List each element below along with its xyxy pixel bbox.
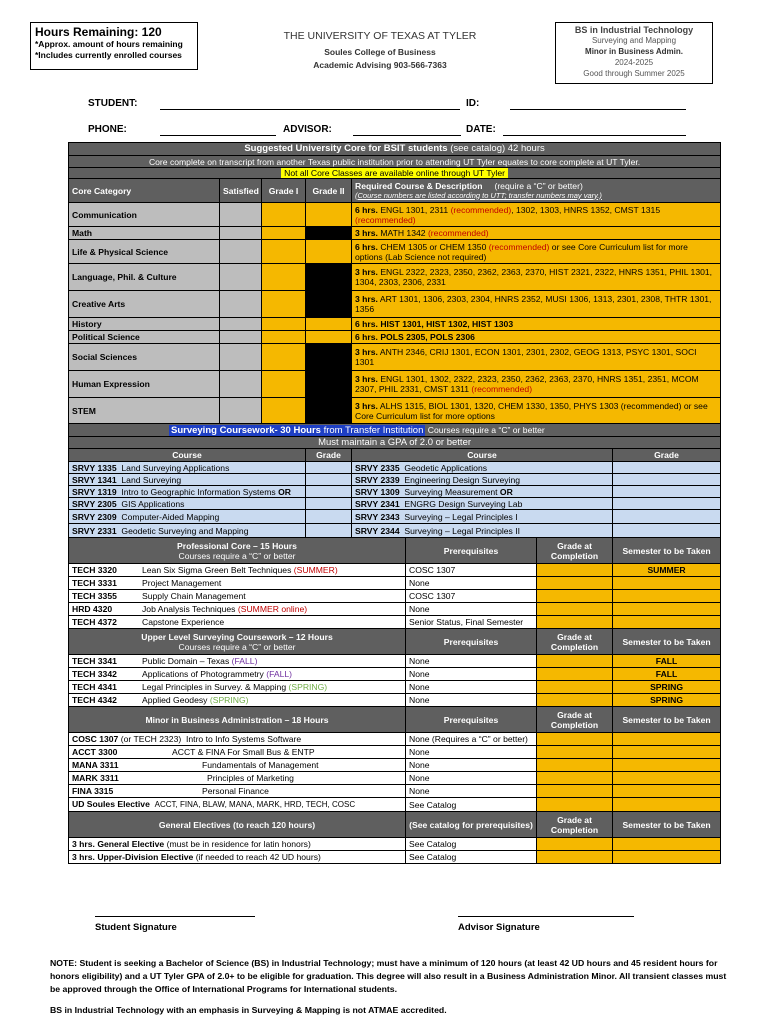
semester-cell[interactable] bbox=[613, 759, 721, 772]
core-col-required bbox=[352, 179, 721, 203]
upper-row bbox=[69, 694, 721, 707]
grade2-cell-disabled bbox=[306, 344, 352, 371]
grade-cell[interactable] bbox=[306, 474, 352, 486]
course-code: COSC 1307 bbox=[72, 734, 119, 744]
core-required-text: 3 hrs. ANTH 2346, CRIJ 1301, ECON 1301, 2301, 2302, GEOG 1313, PSYC 1301, SOCI 1301 bbox=[352, 344, 721, 371]
upper-row bbox=[69, 655, 721, 668]
advisor-label: ADVISOR: bbox=[283, 124, 332, 135]
course-code: TECH 4341 bbox=[72, 682, 117, 692]
minor-row bbox=[69, 798, 721, 812]
prereq: None bbox=[406, 681, 537, 694]
professional-row bbox=[69, 564, 721, 577]
core-title: Suggested University Core for BSIT students bbox=[244, 143, 448, 154]
grade-cell[interactable] bbox=[306, 486, 352, 498]
core-row bbox=[69, 291, 721, 318]
grade-cell[interactable] bbox=[537, 564, 613, 577]
course-term: (SUMMER) bbox=[293, 565, 338, 575]
upper-req: Courses require a “C” or better bbox=[178, 641, 296, 652]
prereq: COSC 1307 bbox=[406, 590, 537, 603]
course-term: (FALL) bbox=[231, 656, 258, 666]
core-category: Human Expression bbox=[69, 371, 220, 398]
core-required-text: 3 hrs. ART 1301, 1306, 2303, 2304, HNRS 2352, MUSI 1306, 1313, 2301, 2308, THTR 1301, 1356 bbox=[352, 291, 721, 318]
university-name: THE UNIVERSITY OF TEXAS AT TYLER bbox=[283, 30, 477, 42]
satisfied-cell[interactable] bbox=[220, 203, 262, 227]
upper-col-sem: Semester to be Taken bbox=[613, 629, 721, 655]
upper-header bbox=[69, 629, 406, 655]
minor-row bbox=[69, 733, 721, 746]
core-col-required-sub: (Course numbers are listed according to UTT; transfer numbers may vary.) bbox=[355, 190, 602, 200]
grade1-cell[interactable] bbox=[262, 203, 306, 227]
satisfied-cell[interactable] bbox=[220, 227, 262, 240]
course-name: Personal Finance bbox=[202, 786, 269, 796]
grade2-cell[interactable] bbox=[306, 240, 352, 264]
program-valid-through: Good through Summer 2025 bbox=[583, 69, 685, 78]
course-name: ENGRG Design Surveying Lab bbox=[404, 498, 523, 509]
core-category: Creative Arts bbox=[69, 291, 220, 318]
semester-cell[interactable]: FALL bbox=[613, 655, 721, 668]
core-row bbox=[69, 240, 721, 264]
core-required-text: 6 hrs. HIST 1301, HIST 1302, HIST 1303 bbox=[352, 318, 721, 331]
id-label: ID: bbox=[466, 98, 480, 109]
satisfied-cell[interactable] bbox=[220, 291, 262, 318]
course-code: SRVY 1319 bbox=[72, 486, 117, 497]
grade-cell[interactable] bbox=[537, 616, 613, 629]
minor-row bbox=[69, 759, 721, 772]
graduation-note: NOTE: Student is seeking a Bachelor of Science (BS) in Industrial Technology; must have a minimum of 120 hours (at least 42 UD hours and 45 resident hours for honors eligibility) and a UT Tyler GPA of 2.0+ to be eligible for graduation. This degree will also result in a Business Administration Minor. All transient classes must be approved through the Office of International Programs for International students. bbox=[50, 958, 727, 994]
course-name: Public Domain – Texas bbox=[142, 656, 230, 666]
accreditation-note: BS in Industrial Technology with an emphasis in Surveying & Mapping is not ATMAE accredited. bbox=[50, 1005, 447, 1015]
course-name: Geodetic Applications bbox=[404, 462, 488, 473]
semester-cell[interactable] bbox=[613, 590, 721, 603]
grade-cell[interactable] bbox=[537, 681, 613, 694]
grade-cell[interactable] bbox=[537, 603, 613, 616]
core-online-note-cell bbox=[69, 168, 721, 179]
surveying-req: Courses require a “C” or better bbox=[427, 424, 545, 435]
electives-col-prereq: (See catalog for prerequisites) bbox=[406, 812, 537, 838]
grade-cell[interactable] bbox=[306, 524, 352, 538]
prereq: None bbox=[406, 603, 537, 616]
grade-cell[interactable] bbox=[537, 668, 613, 681]
course-code: SRVY 2309 bbox=[72, 511, 117, 522]
satisfied-cell[interactable] bbox=[220, 240, 262, 264]
core-row bbox=[69, 318, 721, 331]
course-name: Land Surveying bbox=[121, 474, 182, 485]
semester-cell[interactable] bbox=[613, 616, 721, 629]
core-category: History bbox=[69, 318, 220, 331]
course-code: SRVY 2339 bbox=[355, 474, 400, 485]
grade1-cell[interactable] bbox=[262, 331, 306, 344]
course-name: Computer-Aided Mapping bbox=[121, 511, 220, 522]
core-col-required-note: (require a “C” or better) bbox=[494, 180, 583, 191]
date-label: DATE: bbox=[466, 124, 496, 135]
upper-col-grade: Grade at Completion bbox=[537, 629, 613, 655]
course-code: TECH 4372 bbox=[72, 617, 117, 627]
advisor-signature-line[interactable] bbox=[458, 916, 634, 917]
surveying-gpa: Must maintain a GPA of 2.0 or better bbox=[69, 437, 721, 449]
course-code: TECH 3341 bbox=[72, 656, 117, 666]
course-code: SRVY 1341 bbox=[72, 474, 117, 485]
grade-cell[interactable] bbox=[537, 838, 613, 851]
surveying-title-cell bbox=[69, 424, 721, 437]
semester-cell[interactable]: SPRING bbox=[613, 681, 721, 694]
grade-cell[interactable] bbox=[613, 486, 721, 498]
semester-cell[interactable] bbox=[613, 603, 721, 616]
advisor-field[interactable] bbox=[353, 135, 461, 136]
semester-cell[interactable]: SUMMER bbox=[613, 564, 721, 577]
college-name: Soules College of Business bbox=[324, 47, 436, 57]
minor-title: Minor in Business Administration – 18 Hours bbox=[69, 707, 406, 733]
hours-note-approx: *Approx. amount of hours remaining bbox=[35, 39, 183, 49]
semester-cell[interactable] bbox=[613, 733, 721, 746]
satisfied-cell[interactable] bbox=[220, 371, 262, 398]
id-field[interactable] bbox=[510, 109, 686, 110]
surveying-row bbox=[69, 510, 721, 524]
course-name: ACCT, FINA, BLAW, MANA, MARK, HRD, TECH, COSC bbox=[154, 800, 356, 809]
upper-row bbox=[69, 681, 721, 694]
prereq: Senior Status, Final Semester bbox=[406, 616, 537, 629]
semester-cell[interactable]: FALL bbox=[613, 668, 721, 681]
course-name: Intro to Info Systems Software bbox=[186, 734, 302, 744]
core-category: Social Sciences bbox=[69, 344, 220, 371]
core-row bbox=[69, 398, 721, 424]
semester-cell[interactable] bbox=[613, 838, 721, 851]
student-signature-label: Student Signature bbox=[95, 922, 177, 933]
satisfied-cell[interactable] bbox=[220, 264, 262, 291]
grade2-cell-disabled bbox=[306, 227, 352, 240]
grade1-cell[interactable] bbox=[262, 371, 306, 398]
grade-cell[interactable] bbox=[537, 851, 613, 864]
grade-cell[interactable] bbox=[537, 694, 613, 707]
prereq: None bbox=[406, 785, 537, 798]
professional-req: Courses require a “C” or better bbox=[178, 550, 296, 561]
professional-col-sem: Semester to be Taken bbox=[613, 538, 721, 564]
surveying-row bbox=[69, 486, 721, 498]
surveying-row bbox=[69, 498, 721, 510]
grade2-cell[interactable] bbox=[306, 203, 352, 227]
prereq: None bbox=[406, 655, 537, 668]
grade-cell[interactable] bbox=[537, 759, 613, 772]
course-name: Capstone Experience bbox=[142, 617, 225, 627]
professional-row bbox=[69, 603, 721, 616]
prereq: None bbox=[406, 772, 537, 785]
program-emphasis: Surveying and Mapping bbox=[591, 36, 677, 45]
core-required-text: 6 hrs. ENGL 1301, 2311 (recommended), 1302, 1303, HNRS 1352, CMST 1315 (recommended) bbox=[352, 203, 721, 227]
surveying-col-grade-right: Grade bbox=[613, 449, 721, 462]
grade2-cell-disabled bbox=[306, 371, 352, 398]
course-code: TECH 3320 bbox=[72, 565, 117, 575]
elective-label: 3 hrs. General Elective bbox=[72, 839, 165, 849]
minor-col-sem: Semester to be Taken bbox=[613, 707, 721, 733]
prereq: None bbox=[406, 577, 537, 590]
grade1-cell[interactable] bbox=[262, 227, 306, 240]
course-name: Lean Six Sigma Green Belt Techniques bbox=[142, 565, 292, 575]
surveying-row bbox=[69, 462, 721, 474]
grade-cell[interactable] bbox=[537, 733, 613, 746]
prereq: See Catalog bbox=[406, 851, 537, 864]
core-row bbox=[69, 227, 721, 240]
core-col-grade1: Grade I bbox=[262, 179, 306, 203]
course-code: ACCT 3300 bbox=[72, 747, 118, 757]
professional-col-grade: Grade at Completion bbox=[537, 538, 613, 564]
grade1-cell[interactable] bbox=[262, 240, 306, 264]
professional-header bbox=[69, 538, 406, 564]
prereq: None bbox=[406, 694, 537, 707]
degree-plan-table bbox=[68, 142, 721, 864]
course-term: (SPRING) bbox=[288, 682, 328, 692]
course-name: Land Surveying Applications bbox=[121, 462, 230, 473]
core-col-grade2: Grade II bbox=[306, 179, 352, 203]
grade-cell[interactable] bbox=[306, 462, 352, 474]
core-title-catalog: (see catalog) 42 hours bbox=[450, 143, 545, 154]
minor-row bbox=[69, 785, 721, 798]
course-code: MANA 3311 bbox=[72, 760, 119, 770]
student-label: STUDENT: bbox=[88, 98, 138, 109]
electives-title: General Electives (to reach 120 hours) bbox=[69, 812, 406, 838]
core-category: Language, Phil. & Culture bbox=[69, 264, 220, 291]
course-term: (SPRING) bbox=[209, 695, 249, 705]
core-title-cell bbox=[69, 143, 721, 156]
core-category: Life & Physical Science bbox=[69, 240, 220, 264]
course-name: Applied Geodesy bbox=[142, 695, 208, 705]
grade-cell[interactable] bbox=[306, 498, 352, 510]
course-code: FINA 3315 bbox=[72, 786, 114, 796]
hours-note-enrolled: *Includes currently enrolled courses bbox=[35, 50, 182, 60]
professional-title: Professional Core – 15 Hours bbox=[177, 540, 297, 551]
grade1-cell[interactable] bbox=[262, 264, 306, 291]
grade-cell[interactable] bbox=[537, 772, 613, 785]
student-signature-line[interactable] bbox=[95, 916, 255, 917]
course-code: HRD 4320 bbox=[72, 604, 113, 614]
grade1-cell[interactable] bbox=[262, 398, 306, 424]
course-name: Geodetic Surveying and Mapping bbox=[121, 525, 249, 536]
advising-contact: Academic Advising 903-566-7363 bbox=[313, 60, 447, 70]
course-name: Project Management bbox=[142, 578, 222, 588]
course-name: Fundamentals of Management bbox=[202, 760, 319, 770]
core-required-text: 3 hrs. MATH 1342 (recommended) bbox=[352, 227, 721, 240]
elective-note: (if needed to reach 42 UD hours) bbox=[193, 852, 321, 862]
core-category: Math bbox=[69, 227, 220, 240]
hours-remaining-box bbox=[30, 22, 198, 70]
core-category: Political Science bbox=[69, 331, 220, 344]
surveying-col-course-left: Course bbox=[69, 449, 306, 462]
grade2-cell[interactable] bbox=[306, 318, 352, 331]
course-name: Engineering Design Surveying bbox=[404, 474, 520, 485]
core-row bbox=[69, 371, 721, 398]
satisfied-cell[interactable] bbox=[220, 344, 262, 371]
course-name: Principles of Marketing bbox=[207, 773, 294, 783]
grade2-cell[interactable] bbox=[306, 331, 352, 344]
core-required-text: 3 hrs. ENGL 1301, 1302, 2322, 2323, 2350, 2362, 2363, 2370, HNRS 1351, 2351, MCOM 2307, PHIL 2331, CMST 1311 (recommended) bbox=[352, 371, 721, 398]
course-code: MARK 3311 bbox=[72, 773, 119, 783]
elective-note: (must be in residence for latin honors) bbox=[164, 839, 311, 849]
grade-cell[interactable] bbox=[537, 785, 613, 798]
grade-cell[interactable] bbox=[613, 462, 721, 474]
course-name: Supply Chain Management bbox=[142, 591, 246, 601]
minor-col-prereq: Prerequisites bbox=[406, 707, 537, 733]
course-name: Surveying Measurement OR bbox=[404, 486, 513, 497]
course-term: (SUMMER online) bbox=[237, 604, 308, 614]
course-code: SRVY 2343 bbox=[355, 511, 400, 522]
course-code: SRVY 1309 bbox=[355, 486, 400, 497]
grade-cell[interactable] bbox=[537, 655, 613, 668]
surveying-row bbox=[69, 524, 721, 538]
course-code: TECH 3331 bbox=[72, 578, 117, 588]
satisfied-cell[interactable] bbox=[220, 331, 262, 344]
grade1-cell[interactable] bbox=[262, 291, 306, 318]
core-category: Communication bbox=[69, 203, 220, 227]
grade-cell[interactable] bbox=[537, 746, 613, 759]
professional-col-prereq: Prerequisites bbox=[406, 538, 537, 564]
course-code: TECH 4342 bbox=[72, 695, 117, 705]
surveying-col-course-right: Course bbox=[352, 449, 613, 462]
semester-cell[interactable] bbox=[613, 798, 721, 812]
upper-col-prereq: Prerequisites bbox=[406, 629, 537, 655]
core-col-category: Core Category bbox=[69, 179, 220, 203]
grade-cell[interactable] bbox=[537, 590, 613, 603]
semester-cell[interactable]: SPRING bbox=[613, 694, 721, 707]
core-col-satisfied: Satisfied bbox=[220, 179, 262, 203]
prereq: None (Requires a “C” or better) bbox=[406, 733, 537, 746]
prereq: COSC 1307 bbox=[406, 564, 537, 577]
grade1-cell[interactable] bbox=[262, 318, 306, 331]
course-code: SRVY 1335 bbox=[72, 462, 117, 473]
course-name: Legal Principles in Survey. & Mapping bbox=[142, 682, 287, 692]
course-name: Surveying – Legal Principles I bbox=[404, 511, 518, 522]
course-code: TECH 3342 bbox=[72, 669, 117, 679]
university-header bbox=[265, 30, 495, 72]
date-field[interactable] bbox=[503, 135, 686, 136]
course-code: UD Soules Elective bbox=[72, 799, 150, 809]
course-code: SRVY 2344 bbox=[355, 525, 400, 536]
grade2-cell-disabled bbox=[306, 264, 352, 291]
grade2-cell-disabled bbox=[306, 398, 352, 424]
program-minor: Minor in Business Admin. bbox=[585, 47, 683, 56]
grade-cell[interactable] bbox=[613, 474, 721, 486]
upper-title: Upper Level Surveying Coursework – 12 Hours bbox=[141, 631, 333, 642]
professional-row bbox=[69, 590, 721, 603]
student-field[interactable] bbox=[160, 109, 460, 110]
prereq: See Catalog bbox=[406, 798, 537, 812]
prereq: None bbox=[406, 746, 537, 759]
course-name: Surveying – Legal Principles II bbox=[404, 525, 520, 536]
core-row bbox=[69, 264, 721, 291]
grade-cell[interactable] bbox=[537, 798, 613, 812]
grade2-cell-disabled bbox=[306, 291, 352, 318]
course-code: SRVY 2331 bbox=[72, 525, 117, 536]
core-required-text: 3 hrs. ENGL 2322, 2323, 2350, 2362, 2363, 2370, HIST 2321, 2322, HNRS 1351, PHIL 1301, 1304, 2303, 2306, 2331 bbox=[352, 264, 721, 291]
course-alt: (or TECH 2323) bbox=[118, 734, 182, 744]
phone-field[interactable] bbox=[160, 135, 276, 136]
core-required-text: 3 hrs. ALHS 1315, BIOL 1301, 1320, CHEM 1330, 1350, PHYS 1303 (recommended) or see Core Curriculum list for more options bbox=[352, 398, 721, 424]
core-category: STEM bbox=[69, 398, 220, 424]
electives-col-sem: Semester to be Taken bbox=[613, 812, 721, 838]
phone-label: PHONE: bbox=[88, 124, 127, 135]
course-term: (FALL) bbox=[266, 669, 292, 679]
hours-remaining-title: Hours Remaining: 120 bbox=[35, 25, 162, 39]
professional-row bbox=[69, 577, 721, 590]
core-required-text: 6 hrs. POLS 2305, POLS 2306 bbox=[352, 331, 721, 344]
minor-col-grade: Grade at Completion bbox=[537, 707, 613, 733]
electives-col-grade: Grade at Completion bbox=[537, 812, 613, 838]
course-name: ACCT & FINA For Small Bus & ENTP bbox=[172, 747, 315, 757]
course-name: GIS Applications bbox=[121, 498, 185, 509]
semester-cell[interactable] bbox=[613, 785, 721, 798]
core-online-note: Not all Core Classes are available online through UT Tyler bbox=[281, 168, 508, 178]
grade-cell[interactable] bbox=[306, 510, 352, 524]
surveying-row bbox=[69, 474, 721, 486]
grade-cell[interactable] bbox=[613, 524, 721, 538]
prereq: See Catalog bbox=[406, 838, 537, 851]
prereq: None bbox=[406, 668, 537, 681]
core-row bbox=[69, 344, 721, 371]
grade-cell[interactable] bbox=[613, 498, 721, 510]
advisor-signature-label: Advisor Signature bbox=[458, 922, 540, 933]
elective-row bbox=[69, 851, 721, 864]
course-code: SRVY 2341 bbox=[355, 498, 400, 509]
minor-row bbox=[69, 746, 721, 759]
core-row bbox=[69, 203, 721, 227]
satisfied-cell[interactable] bbox=[220, 318, 262, 331]
surveying-title: Surveying Coursework- 30 Hours from Transfer Institution bbox=[171, 424, 424, 436]
semester-cell[interactable] bbox=[613, 577, 721, 590]
grade-cell[interactable] bbox=[537, 577, 613, 590]
core-transfer-note: Core complete on transcript from another Texas public institution prior to attending UT Tyler equates to core complete at UT Tyler. bbox=[69, 156, 721, 168]
course-code: TECH 3355 bbox=[72, 591, 117, 601]
minor-row bbox=[69, 772, 721, 785]
surveying-col-grade-left: Grade bbox=[306, 449, 352, 462]
satisfied-cell[interactable] bbox=[220, 398, 262, 424]
prereq: None bbox=[406, 759, 537, 772]
core-required-text: 6 hrs. CHEM 1305 or CHEM 1350 (recommended) or see Core Curriculum list for more options (Lab Science not required) bbox=[352, 240, 721, 264]
course-code: SRVY 2335 bbox=[355, 462, 400, 473]
course-code: SRVY 2305 bbox=[72, 498, 117, 509]
course-name: Job Analysis Techniques bbox=[142, 604, 236, 614]
program-box bbox=[555, 22, 713, 84]
elective-label: 3 hrs. Upper-Division Elective bbox=[72, 852, 194, 862]
semester-cell[interactable] bbox=[613, 772, 721, 785]
grade1-cell[interactable] bbox=[262, 344, 306, 371]
program-year: 2024-2025 bbox=[614, 58, 654, 67]
program-title: BS in Industrial Technology bbox=[574, 25, 694, 35]
professional-row bbox=[69, 616, 721, 629]
core-row bbox=[69, 331, 721, 344]
elective-row bbox=[69, 838, 721, 851]
core-col-required-title: Required Course & Description bbox=[355, 180, 483, 191]
semester-cell[interactable] bbox=[613, 746, 721, 759]
grade-cell[interactable] bbox=[613, 510, 721, 524]
course-name: Applications of Photogrammetry bbox=[142, 669, 264, 679]
course-name: Intro to Geographic Information Systems OR bbox=[121, 486, 291, 497]
upper-row bbox=[69, 668, 721, 681]
semester-cell[interactable] bbox=[613, 851, 721, 864]
